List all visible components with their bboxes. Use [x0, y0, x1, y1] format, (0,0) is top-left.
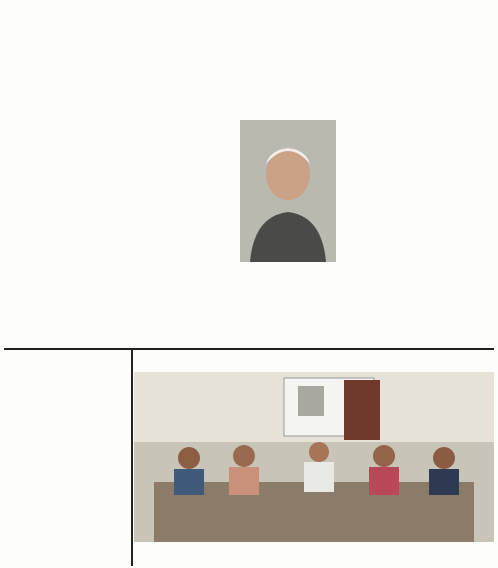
column-divider	[131, 350, 133, 566]
meeting-photo	[134, 372, 494, 542]
meeting-image	[134, 372, 494, 542]
story2-body	[6, 398, 130, 466]
main-story-left-column	[6, 124, 238, 334]
story2-headline	[4, 352, 130, 396]
story3-headline	[4, 468, 130, 514]
portrait-image	[240, 120, 336, 262]
main-headline	[4, 4, 494, 106]
story3-body	[6, 518, 130, 566]
portrait-caption	[238, 266, 340, 346]
main-story-right-column	[338, 124, 492, 346]
portrait-photo	[240, 120, 336, 262]
meeting-caption	[134, 544, 494, 566]
section-divider	[4, 348, 494, 350]
